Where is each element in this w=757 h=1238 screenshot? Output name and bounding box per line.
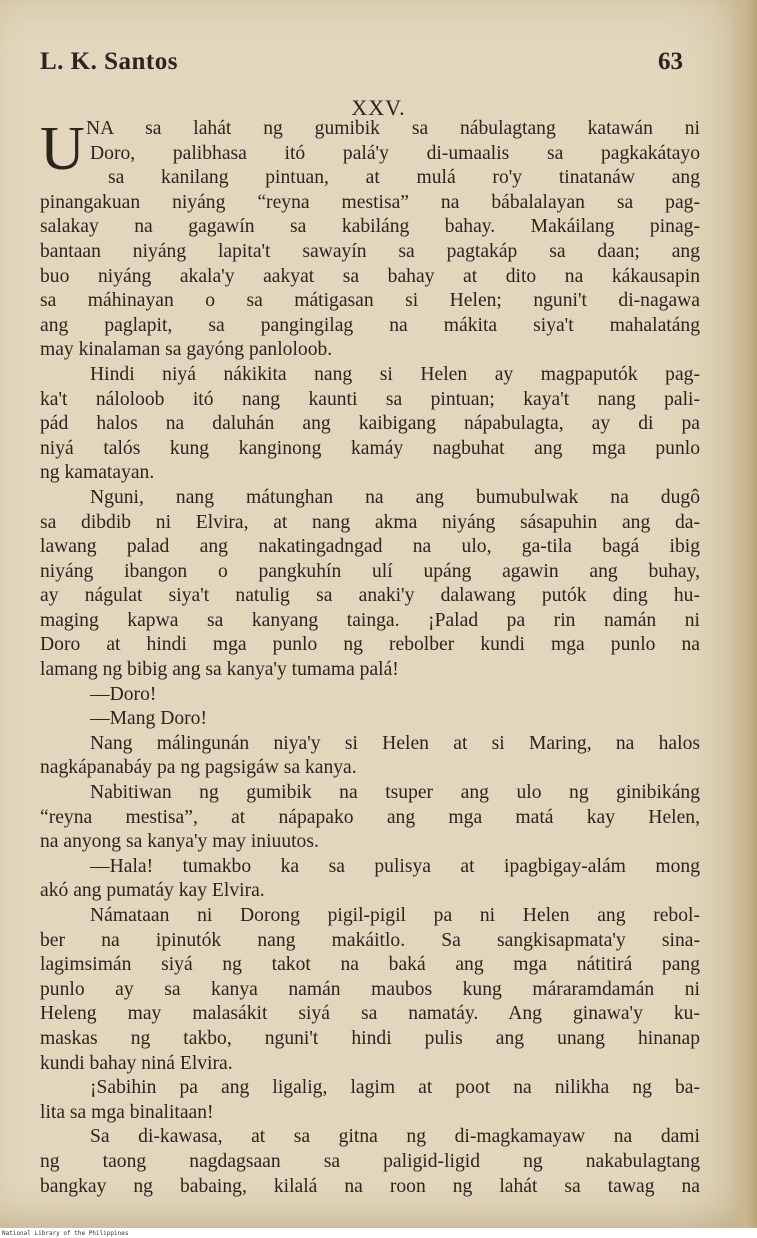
text-line: na anyong sa kanya'y may iniuutos. xyxy=(40,831,319,853)
text-line: Nang málingunán niya'y si Helen at si Maring, na halos xyxy=(90,732,700,754)
text-line: Nguni, nang mátunghan na ang bumubulwak na dugô xyxy=(90,486,700,508)
page-edge-shadow xyxy=(729,0,757,1228)
drop-cap: U xyxy=(40,115,85,183)
text-line: ay nágulat siya't natulig sa anaki'y dalawang putók ding hu- xyxy=(40,585,700,607)
body-text xyxy=(40,117,700,1199)
text-line: Hindi niyá nákikita nang si Helen ay magpaputók pag- xyxy=(90,363,700,385)
running-header xyxy=(40,48,683,82)
text-line: ng taong nagdagsaan sa paligid-ligid ng nakabulagtang xyxy=(40,1150,700,1172)
text-line: Heleng may malasákit siyá sa namatáy. Ang ginawa'y ku- xyxy=(40,1003,700,1025)
text-line: niyáng ibangon o pangkuhín ulí upáng agawin ang buhay, xyxy=(40,560,700,582)
chapter-title: XXV. xyxy=(351,95,406,120)
text-line: —Doro! xyxy=(90,683,157,705)
text-line: maging kapwa sa kanyang tainga. ¡Palad pa rin namán ni xyxy=(40,609,700,631)
text-line: buo niyáng akala'y aakyat sa bahay at dito na kákausapin xyxy=(40,265,700,287)
text-line: Námataan ni Dorong pigil-pigil pa ni Helen ang rebol- xyxy=(90,905,700,926)
scan-credit: National Library of the Philippines xyxy=(2,1230,129,1237)
text-line: sa kanilang pintuan, at mulá ro'y tinatanáw ang xyxy=(108,167,700,189)
text-line: kundi bahay niná Elvira. xyxy=(40,1052,233,1074)
text-line: “reyna mestisa”, at nápapako ang mga matá kay Helen, xyxy=(40,806,700,828)
text-line: maskas ng takbo, nguni't hindi pulis ang unang hinanap xyxy=(40,1027,700,1049)
text-line: pinangakuan niyáng “reyna mestisa” na bábalalayan sa pag- xyxy=(40,191,700,213)
text-line: ¡Sabihin pa ang ligalig, lagim at poot na nilikha ng ba- xyxy=(90,1077,700,1099)
text-line: lita sa mga binalitaan! xyxy=(40,1101,214,1123)
running-header-author: L. K. Santos xyxy=(40,48,178,75)
text-line: niyá talós kung kanginong kamáy nagbuhat ang mga punlo xyxy=(40,437,700,459)
text-line: sa máhinayan o sa mátigasan si Helen; nguni't di-nagawa xyxy=(40,290,700,312)
text-line: akó ang pumatáy kay Elvira. xyxy=(40,880,265,902)
text-line: bantaan niyáng lapita't sawayín sa pagtakáp sa daan; ang xyxy=(40,240,700,262)
text-line: may kinalaman sa gayóng panloloob. xyxy=(40,339,333,361)
text-line: ng kamatayan. xyxy=(40,462,155,484)
text-line: sa dibdib ni Elvira, at nang akma niyáng sásapuhin ang da- xyxy=(40,511,700,533)
text-line: lagimsimán siyá ng takot na baká ang mga nátitirá pang xyxy=(40,954,700,976)
text-line: lamang ng bibig ang sa kanya'y tumama palá! xyxy=(40,659,399,681)
text-line: NA sa lahát ng gumibik sa nábulagtang katawán ni xyxy=(86,118,700,139)
text-line: pád halos na daluhán ang kaibigang nápabulagta, ay di pa xyxy=(40,413,700,435)
page-number: 63 xyxy=(658,48,683,75)
text-line: salakay na gagawín sa kabiláng bahay. Makáilang pinag- xyxy=(40,216,700,238)
text-line: Doro, palibhasa itó palá'y di-umaalis sa pagkakátayo xyxy=(90,142,700,164)
text-line: lawang palad ang nakatingadngad na ulo, ga-tila bagá ibig xyxy=(40,536,700,558)
text-line: punlo ay sa kanya namán maubos kung máraramdamán ni xyxy=(40,978,700,1000)
text-line: —Hala! tumakbo ka sa pulisya at ipagbigay-alám mong xyxy=(90,855,700,877)
text-line: Sa di-kawasa, at sa gitna ng di-magkamayaw na dami xyxy=(90,1126,700,1148)
text-line: nagkápanabáy pa ng pagsigáw sa kanya. xyxy=(40,757,357,779)
text-line: ka't náloloob itó nang kaunti sa pintuan; kaya't nang pali- xyxy=(40,388,700,410)
text-line: ber na ipinutók nang makáitlo. Sa sangkisapmata'y sina- xyxy=(40,929,700,951)
text-line: bangkay ng babaing, kilalá na roon ng lahát sa tawag na xyxy=(40,1175,700,1197)
text-line: ang paglapit, sa pangingilag na mákita siya't mahalatáng xyxy=(40,314,700,336)
text-line: —Mang Doro! xyxy=(90,708,207,730)
text-line: Doro at hindi mga punlo ng rebolber kundi mga punlo na xyxy=(40,634,700,656)
text-line: Nabitiwan ng gumibik na tsuper ang ulo ng ginibikáng xyxy=(90,782,700,804)
